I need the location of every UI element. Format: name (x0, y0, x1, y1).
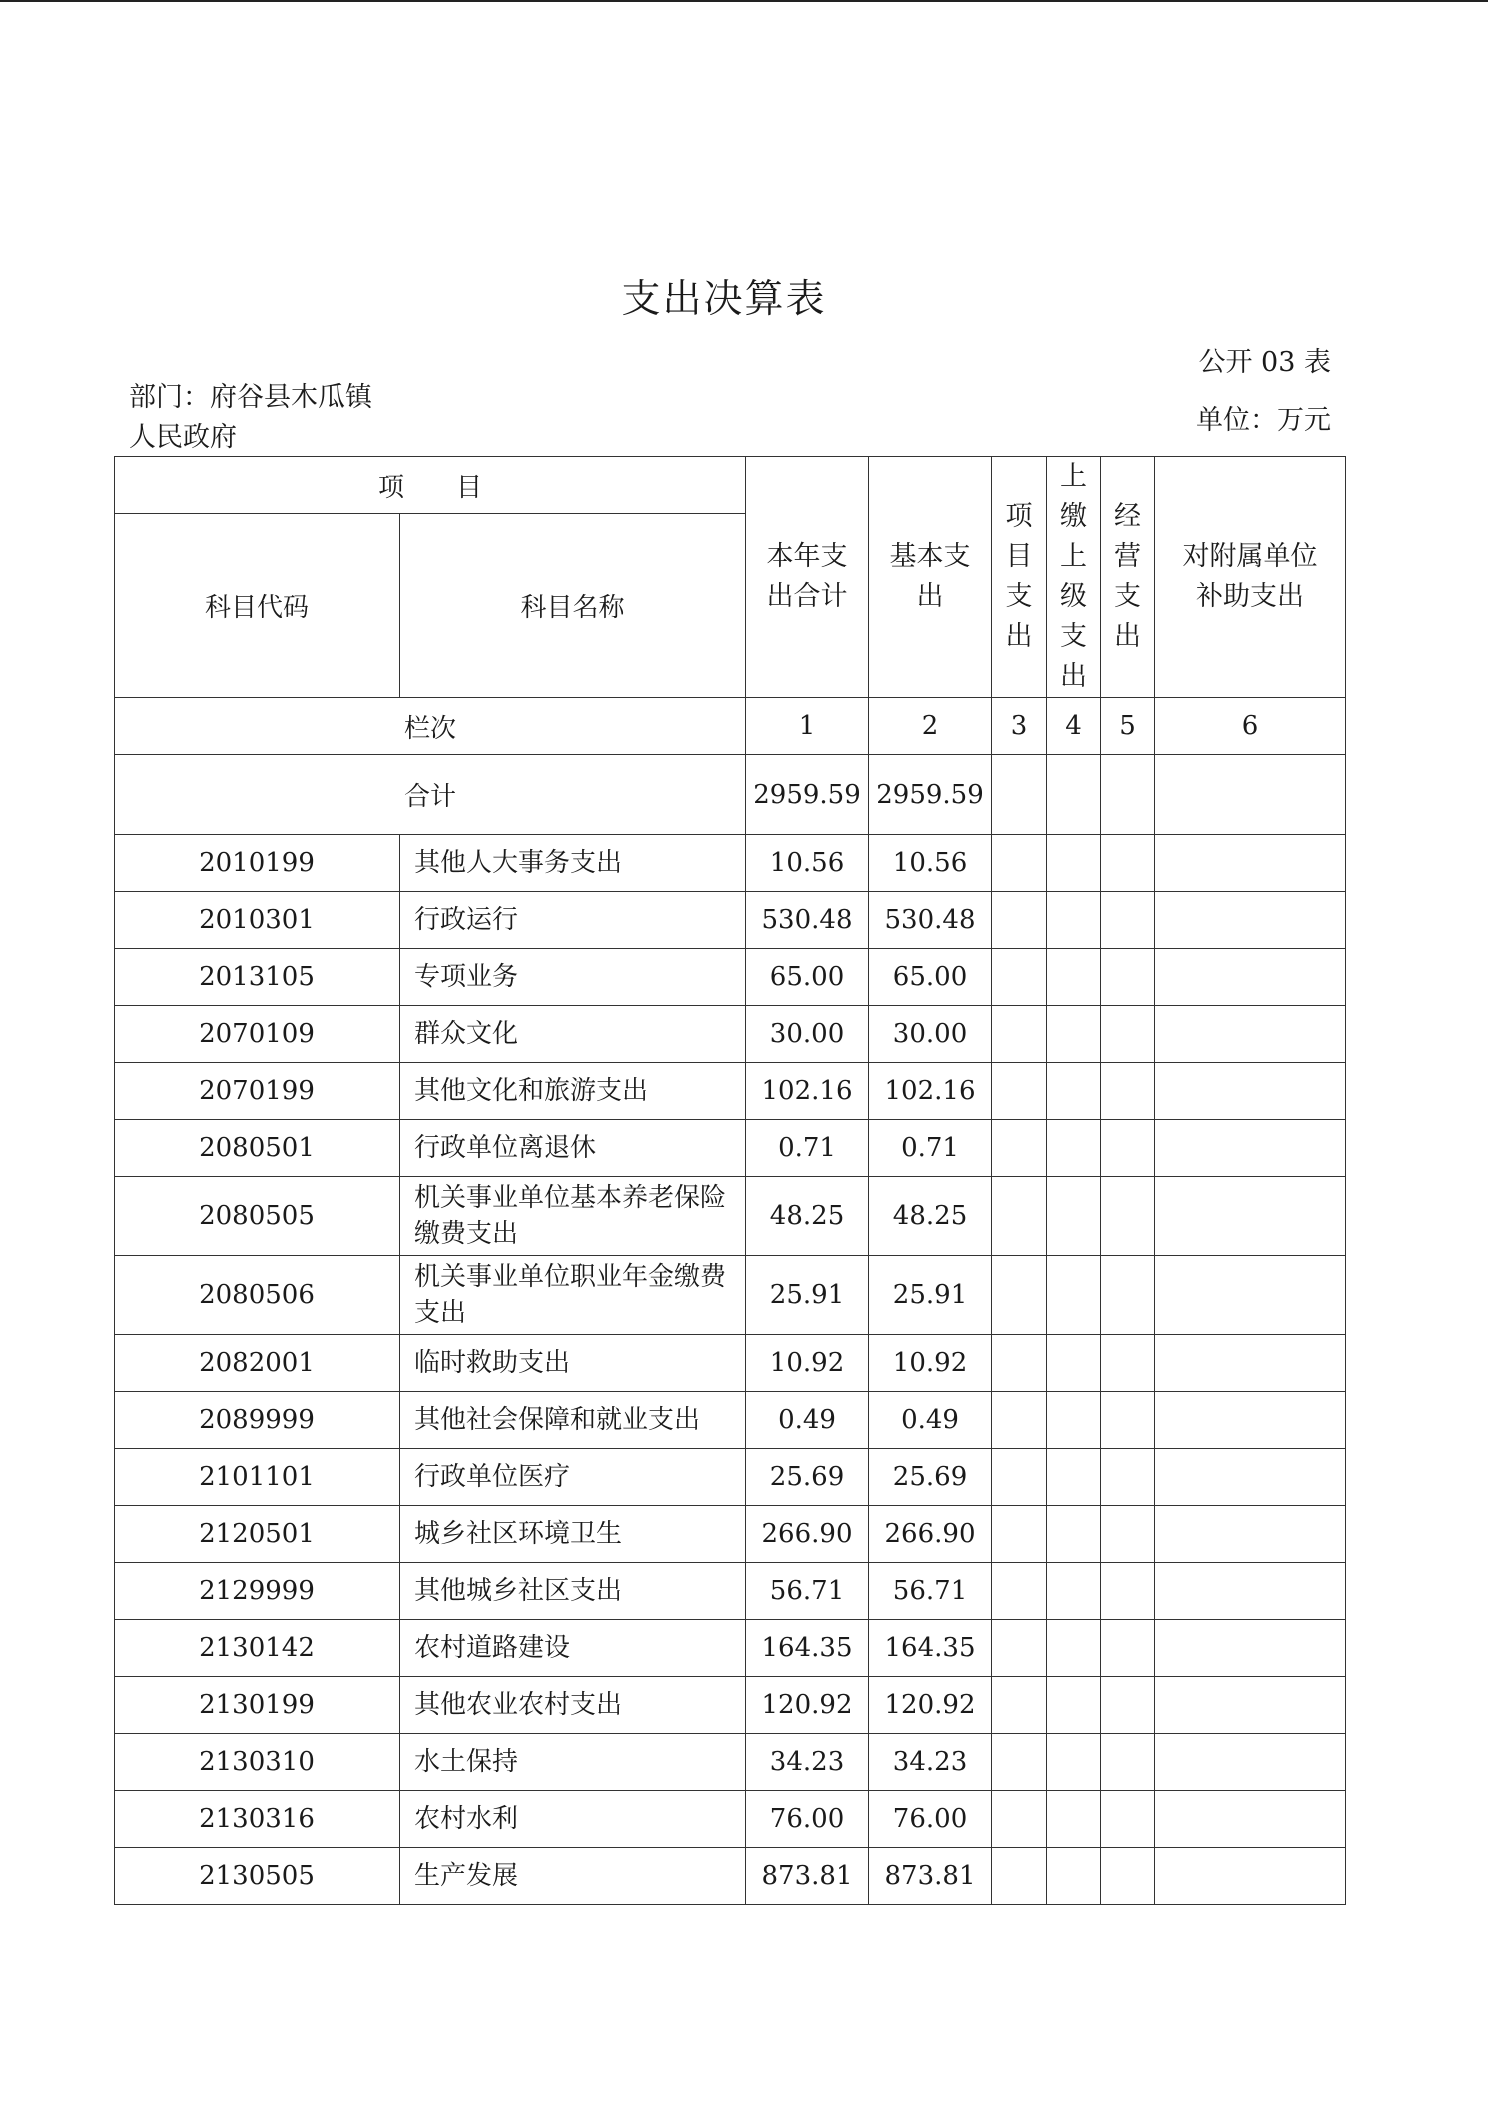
row-upper (1047, 1734, 1101, 1791)
table-row (115, 1563, 1346, 1620)
table-row (115, 1848, 1346, 1905)
row-subsidy (1155, 1791, 1346, 1848)
table-row (115, 835, 1346, 892)
row-subsidy (1155, 1449, 1346, 1506)
row-basic: 530.48 (869, 892, 992, 949)
row-upper (1047, 1563, 1101, 1620)
row-project (992, 1256, 1047, 1335)
row-business (1101, 1734, 1155, 1791)
row-basic: 30.00 (869, 1006, 992, 1063)
row-project (992, 1734, 1047, 1791)
row-total: 266.90 (746, 1506, 869, 1563)
total-amount: 2959.59 (753, 779, 861, 810)
account-code: 2130316 (115, 1791, 400, 1848)
row-project (992, 1620, 1047, 1677)
table-row (115, 1063, 1346, 1120)
row-project (992, 1848, 1047, 1905)
account-name: 行政运行 (400, 892, 746, 949)
row-total: 0.71 (746, 1120, 869, 1177)
account-code: 2130199 (115, 1677, 400, 1734)
row-basic: 164.35 (869, 1620, 992, 1677)
row-business (1101, 949, 1155, 1006)
row-basic: 102.16 (869, 1063, 992, 1120)
table-row (115, 1120, 1346, 1177)
row-total: 0.49 (746, 1392, 869, 1449)
row-basic: 25.91 (869, 1256, 992, 1335)
row-upper (1047, 1063, 1101, 1120)
row-basic: 266.90 (869, 1506, 992, 1563)
row-project (992, 1506, 1047, 1563)
account-name: 生产发展 (400, 1848, 746, 1905)
empty-cell (1155, 755, 1346, 835)
account-code: 2120501 (115, 1506, 400, 1563)
header-code: 科目代码 (115, 514, 400, 698)
column-row-label: 栏次 (115, 698, 746, 755)
account-name: 农村水利 (400, 1791, 746, 1848)
row-upper (1047, 1006, 1101, 1063)
row-subsidy (1155, 892, 1346, 949)
unit-label: 单位：万元 (1196, 405, 1331, 436)
row-basic: 25.69 (869, 1449, 992, 1506)
header-name: 科目名称 (400, 514, 746, 698)
account-code: 2082001 (115, 1335, 400, 1392)
table-row (115, 1335, 1346, 1392)
row-business (1101, 1256, 1155, 1335)
column-number-row (115, 698, 1346, 755)
row-total: 25.91 (746, 1256, 869, 1335)
row-total: 76.00 (746, 1791, 869, 1848)
table-row (115, 949, 1346, 1006)
row-subsidy (1155, 1256, 1346, 1335)
row-business (1101, 1063, 1155, 1120)
account-code: 2101101 (115, 1449, 400, 1506)
account-code: 2130505 (115, 1848, 400, 1905)
row-subsidy (1155, 949, 1346, 1006)
row-project (992, 1392, 1047, 1449)
row-project (992, 1449, 1047, 1506)
total-row (115, 755, 1346, 835)
row-project (992, 1335, 1047, 1392)
row-subsidy (1155, 1734, 1346, 1791)
row-subsidy (1155, 1335, 1346, 1392)
total-label: 合计 (115, 755, 746, 835)
row-total: 873.81 (746, 1848, 869, 1905)
account-name: 其他农业农村支出 (400, 1677, 746, 1734)
row-basic: 10.92 (869, 1335, 992, 1392)
expenditure-table (114, 456, 1346, 1905)
row-project (992, 1120, 1047, 1177)
account-code: 2080501 (115, 1120, 400, 1177)
row-business (1101, 1120, 1155, 1177)
row-business (1101, 1620, 1155, 1677)
row-basic: 873.81 (869, 1848, 992, 1905)
row-project (992, 1677, 1047, 1734)
row-subsidy (1155, 1677, 1346, 1734)
row-project (992, 1177, 1047, 1256)
row-business (1101, 835, 1155, 892)
row-upper (1047, 1335, 1101, 1392)
table-row (115, 1791, 1346, 1848)
page-title: 支出决算表 (621, 277, 827, 322)
account-name: 其他文化和旅游支出 (400, 1063, 746, 1120)
header-subsidy (1155, 457, 1346, 698)
empty-cell (1047, 755, 1101, 835)
row-project (992, 1063, 1047, 1120)
table-row (115, 1620, 1346, 1677)
account-name: 其他社会保障和就业支出 (400, 1392, 746, 1449)
table-header (115, 457, 1346, 835)
row-basic: 76.00 (869, 1791, 992, 1848)
account-name: 机关事业单位职业年金缴费支出 (400, 1256, 746, 1335)
account-name: 行政单位离退休 (400, 1120, 746, 1177)
row-business (1101, 1791, 1155, 1848)
row-business (1101, 1848, 1155, 1905)
table-body (115, 835, 1346, 1905)
row-business (1101, 1335, 1155, 1392)
total-amount-cell (746, 755, 869, 835)
row-basic: 10.56 (869, 835, 992, 892)
account-name: 城乡社区环境卫生 (400, 1506, 746, 1563)
account-name: 专项业务 (400, 949, 746, 1006)
row-upper (1047, 1677, 1101, 1734)
header-project-expense-text: 项目支出 (1005, 501, 1033, 652)
row-business (1101, 1177, 1155, 1256)
account-name: 临时救助支出 (400, 1335, 746, 1392)
total-basic: 2959.59 (876, 779, 984, 810)
row-basic: 120.92 (869, 1677, 992, 1734)
row-upper (1047, 1449, 1101, 1506)
row-total: 10.56 (746, 835, 869, 892)
header-project: 项 目 (115, 457, 746, 514)
table-row (115, 892, 1346, 949)
account-name: 行政单位医疗 (400, 1449, 746, 1506)
row-basic: 0.71 (869, 1120, 992, 1177)
row-upper (1047, 949, 1101, 1006)
row-basic: 65.00 (869, 949, 992, 1006)
table-row (115, 1006, 1346, 1063)
row-subsidy (1155, 1006, 1346, 1063)
header-project-expense (992, 457, 1047, 698)
row-total: 48.25 (746, 1177, 869, 1256)
table-row (115, 1734, 1346, 1791)
account-code: 2013105 (115, 949, 400, 1006)
row-basic: 56.71 (869, 1563, 992, 1620)
table-row (115, 1392, 1346, 1449)
row-subsidy (1155, 1063, 1346, 1120)
account-code: 2130142 (115, 1620, 400, 1677)
account-code: 2070199 (115, 1063, 400, 1120)
row-business (1101, 1677, 1155, 1734)
row-subsidy (1155, 835, 1346, 892)
row-upper (1047, 1791, 1101, 1848)
header-subsidy-text: 对附属单位补助支出 (1182, 541, 1318, 612)
row-total: 65.00 (746, 949, 869, 1006)
account-name: 群众文化 (400, 1006, 746, 1063)
row-total: 10.92 (746, 1335, 869, 1392)
total-basic-cell (869, 755, 992, 835)
table-row (115, 1506, 1346, 1563)
row-total: 25.69 (746, 1449, 869, 1506)
department-label: 部门：府谷县木瓜镇人民政府 (129, 382, 372, 453)
header-upper-payment-text: 上缴上级支出 (1060, 461, 1088, 692)
account-name: 水土保持 (400, 1734, 746, 1791)
account-name: 其他人大事务支出 (400, 835, 746, 892)
row-project (992, 1791, 1047, 1848)
row-subsidy (1155, 1506, 1346, 1563)
row-basic: 48.25 (869, 1177, 992, 1256)
row-total: 102.16 (746, 1063, 869, 1120)
column-number: 5 (1101, 698, 1155, 755)
row-upper (1047, 1177, 1101, 1256)
row-project (992, 1563, 1047, 1620)
header-business-text: 经营支出 (1114, 501, 1142, 652)
row-project (992, 949, 1047, 1006)
row-business (1101, 1506, 1155, 1563)
row-total: 164.35 (746, 1620, 869, 1677)
row-upper (1047, 1620, 1101, 1677)
row-total: 30.00 (746, 1006, 869, 1063)
row-total: 120.92 (746, 1677, 869, 1734)
row-basic: 0.49 (869, 1392, 992, 1449)
row-subsidy (1155, 1120, 1346, 1177)
row-total: 56.71 (746, 1563, 869, 1620)
row-project (992, 892, 1047, 949)
row-business (1101, 1006, 1155, 1063)
top-border-line (0, 0, 1488, 2)
row-business (1101, 1449, 1155, 1506)
header-total-text: 本年支出合计 (766, 541, 848, 612)
account-name: 其他城乡社区支出 (400, 1563, 746, 1620)
row-basic: 34.23 (869, 1734, 992, 1791)
column-number: 4 (1047, 698, 1101, 755)
column-number: 3 (992, 698, 1047, 755)
empty-cell (1101, 755, 1155, 835)
table-row (115, 1177, 1346, 1256)
column-number: 6 (1155, 698, 1346, 755)
row-subsidy (1155, 1392, 1346, 1449)
row-business (1101, 1563, 1155, 1620)
header-basic (869, 457, 992, 698)
row-subsidy (1155, 1177, 1346, 1256)
row-total: 34.23 (746, 1734, 869, 1791)
account-code: 2010301 (115, 892, 400, 949)
row-project (992, 1006, 1047, 1063)
account-name: 机关事业单位基本养老保险缴费支出 (400, 1177, 746, 1256)
header-upper-payment (1047, 457, 1101, 698)
row-upper (1047, 1506, 1101, 1563)
header-business (1101, 457, 1155, 698)
header-total (746, 457, 869, 698)
row-subsidy (1155, 1563, 1346, 1620)
account-code: 2010199 (115, 835, 400, 892)
row-upper (1047, 892, 1101, 949)
column-number: 1 (746, 698, 869, 755)
empty-cell (992, 755, 1047, 835)
account-code: 2129999 (115, 1563, 400, 1620)
table-row (115, 1677, 1346, 1734)
row-upper (1047, 1256, 1101, 1335)
account-code: 2130310 (115, 1734, 400, 1791)
row-subsidy (1155, 1620, 1346, 1677)
account-code: 2080505 (115, 1177, 400, 1256)
row-subsidy (1155, 1848, 1346, 1905)
row-business (1101, 892, 1155, 949)
row-upper (1047, 835, 1101, 892)
row-business (1101, 1392, 1155, 1449)
row-project (992, 835, 1047, 892)
row-total: 530.48 (746, 892, 869, 949)
table-row (115, 1256, 1346, 1335)
form-number: 公开 03 表 (1198, 347, 1331, 378)
row-upper (1047, 1848, 1101, 1905)
account-name: 农村道路建设 (400, 1620, 746, 1677)
column-number: 2 (869, 698, 992, 755)
row-upper (1047, 1392, 1101, 1449)
row-upper (1047, 1120, 1101, 1177)
header-basic-text: 基本支出 (889, 541, 971, 612)
account-code: 2089999 (115, 1392, 400, 1449)
account-code: 2070109 (115, 1006, 400, 1063)
table-row (115, 1449, 1346, 1506)
account-code: 2080506 (115, 1256, 400, 1335)
